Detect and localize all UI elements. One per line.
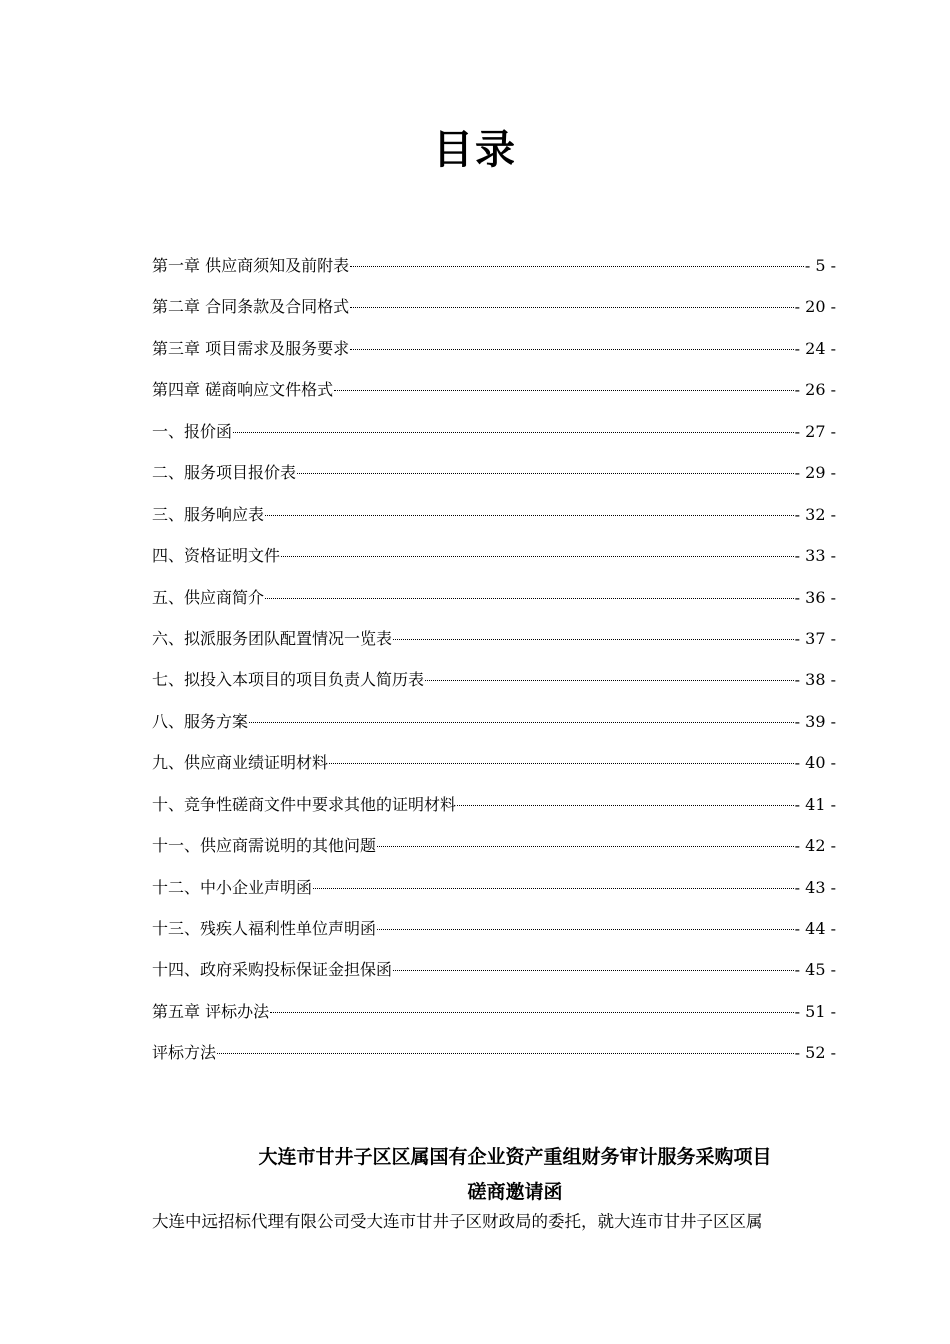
toc-dot-leader <box>233 431 794 433</box>
toc-dot-leader <box>457 804 794 806</box>
toc-entry-page-number: - 37 - <box>794 628 836 648</box>
toc-entry-page-number: - 41 - <box>794 794 836 814</box>
toc-entry-label: 十一、供应商需说明的其他问题 <box>152 836 377 856</box>
toc-entry[interactable] <box>152 832 836 873</box>
toc-entry-page-number: - 42 - <box>794 836 836 856</box>
toc-entry[interactable] <box>152 376 836 417</box>
toc-entry-page-number: - 43 - <box>794 877 836 897</box>
toc-entry[interactable] <box>152 666 836 707</box>
toc-dot-leader <box>265 597 794 599</box>
toc-dot-leader <box>377 928 794 930</box>
toc-entry-page-number: - 33 - <box>794 546 836 566</box>
toc-entry[interactable] <box>152 791 836 832</box>
toc-dot-leader <box>393 969 794 971</box>
toc-entry-label: 第四章 磋商响应文件格式 <box>152 380 334 400</box>
toc-entry-label: 一、报价函 <box>152 421 233 441</box>
toc-entry[interactable] <box>152 998 836 1039</box>
body-paragraph: 大连中远招标代理有限公司受大连市甘井子区财政局的委托，就大连市甘井子区区属 <box>152 1212 763 1231</box>
toc-entry[interactable] <box>152 293 836 334</box>
toc-entry-page-number: - 44 - <box>794 919 836 938</box>
toc-entry-label: 十、竞争性磋商文件中要求其他的证明材料 <box>152 794 457 814</box>
toc-entry[interactable] <box>152 418 836 459</box>
toc-entry-label: 第一章 供应商须知及前附表 <box>152 256 350 275</box>
toc-entry-page-number: - 40 - <box>794 753 836 773</box>
toc-entry-label: 第二章 合同条款及合同格式 <box>152 297 350 317</box>
toc-entry-page-number: - 20 - <box>794 297 836 317</box>
toc-entry-label: 第三章 项目需求及服务要求 <box>152 338 350 358</box>
toc-entry[interactable] <box>152 335 836 376</box>
toc-entry-label: 十二、中小企业声明函 <box>152 877 313 897</box>
toc-dot-leader <box>329 762 794 764</box>
toc-entry-label: 三、服务响应表 <box>152 504 265 524</box>
toc-entry-page-number: - 5 - <box>804 256 836 275</box>
toc-dot-leader <box>350 265 804 267</box>
toc-entry[interactable] <box>152 501 836 542</box>
toc-title: 目录 <box>433 126 517 173</box>
toc-entry-label: 八、服务方案 <box>152 711 249 731</box>
toc-entry-page-number: - 52 - <box>794 1043 836 1063</box>
toc-entry-label: 六、拟派服务团队配置情况一览表 <box>152 628 393 648</box>
toc-dot-leader <box>217 1052 794 1054</box>
toc-entry[interactable] <box>152 749 836 790</box>
toc-entry-page-number: - 36 - <box>794 587 836 607</box>
toc-entry-page-number: - 32 - <box>794 504 836 524</box>
toc-entry-page-number: - 27 - <box>794 421 836 441</box>
toc-dot-leader <box>249 721 794 723</box>
toc-entry-page-number: - 26 - <box>794 380 836 400</box>
toc-dot-leader <box>350 306 794 308</box>
toc-dot-leader <box>393 638 794 640</box>
toc-entry[interactable] <box>152 915 836 956</box>
toc-entry[interactable] <box>152 874 836 915</box>
toc-dot-leader <box>265 514 794 516</box>
toc-dot-leader <box>313 887 794 889</box>
toc-entry[interactable] <box>152 542 836 583</box>
toc-entry[interactable] <box>152 252 836 293</box>
toc-dot-leader <box>377 845 794 847</box>
toc-entry[interactable] <box>152 584 836 625</box>
toc-entry[interactable] <box>152 459 836 500</box>
toc-entry-label: 四、资格证明文件 <box>152 546 281 566</box>
toc-dot-leader <box>334 389 794 391</box>
toc-entry-label: 九、供应商业绩证明材料 <box>152 753 329 773</box>
toc-entry-label: 二、服务项目报价表 <box>152 463 297 483</box>
toc-dot-leader <box>425 679 794 681</box>
toc-entry-label: 第五章 评标办法 <box>152 1001 270 1021</box>
toc-entry-label: 十三、残疾人福利性单位声明函 <box>152 919 377 938</box>
toc-entry-page-number: - 29 - <box>794 463 836 483</box>
toc-entry-page-number: - 38 - <box>794 670 836 690</box>
toc-dot-leader <box>281 555 794 557</box>
document-subtitle: 磋商邀请函 <box>467 1181 563 1203</box>
toc-entry-page-number: - 39 - <box>794 711 836 731</box>
toc-entry-label: 十四、政府采购投标保证金担保函 <box>152 960 393 980</box>
toc-entry-label: 评标方法 <box>152 1043 217 1063</box>
document-title: 大连市甘井子区区属国有企业资产重组财务审计服务采购项目 <box>258 1146 772 1168</box>
toc-entry-page-number: - 45 - <box>794 960 836 980</box>
toc-dot-leader <box>297 472 794 474</box>
toc-entry-page-number: - 51 - <box>794 1001 836 1021</box>
toc-entry-label: 七、拟投入本项目的项目负责人简历表 <box>152 670 425 690</box>
toc-dot-leader <box>270 1011 794 1013</box>
toc-entry-page-number: - 24 - <box>794 338 836 358</box>
toc-dot-leader <box>350 348 794 350</box>
toc-entry[interactable] <box>152 956 836 997</box>
toc-entry[interactable] <box>152 1039 836 1080</box>
toc-entry-label: 五、供应商简介 <box>152 587 265 607</box>
toc-list <box>152 252 836 1081</box>
toc-entry[interactable] <box>152 625 836 666</box>
toc-entry[interactable] <box>152 708 836 749</box>
